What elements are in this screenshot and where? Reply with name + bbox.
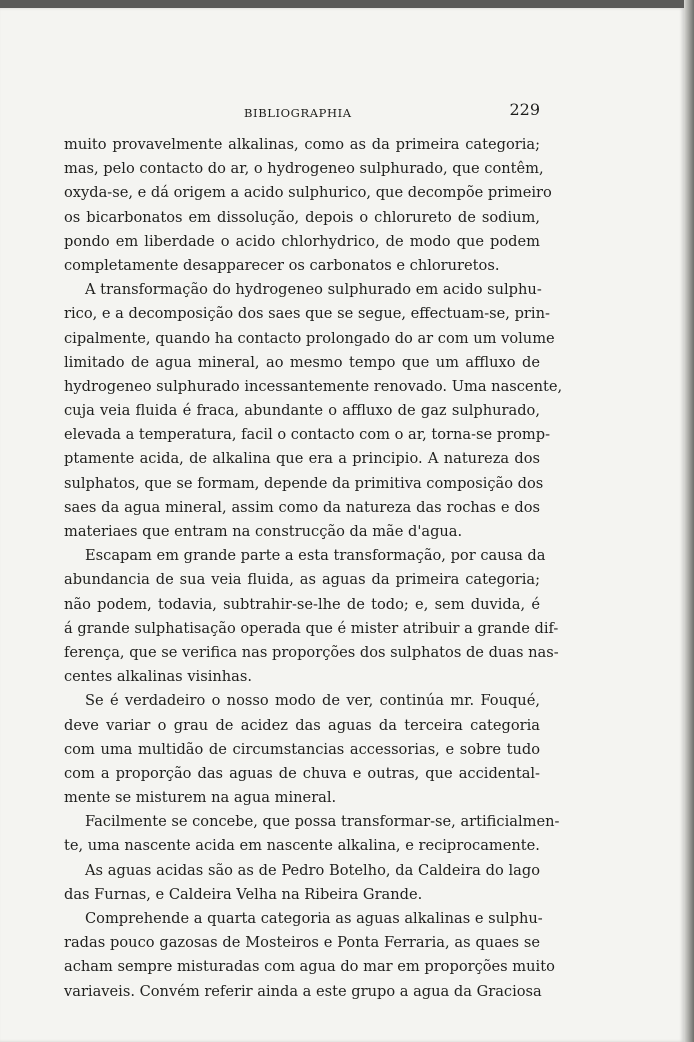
text-line: deve variar o grau de acidez das aguas da terceira categoria xyxy=(64,716,540,734)
text-line: rico, e a decomposição dos saes que se segue, effectuam-se, prin- xyxy=(64,305,550,323)
page-header xyxy=(64,100,540,124)
text-line: completamente desapparecer os carbonatos e chloruretos. xyxy=(64,256,500,274)
scan-top-border xyxy=(0,0,694,8)
text-line: os bicarbonatos em dissolução, depois o chlorureto de sodium, xyxy=(64,208,540,226)
text-line: cipalmente, quando ha contacto prolongado do ar com um volume xyxy=(64,329,555,347)
text-line: muito provavelmente alkalinas, como as da primeira categoria; xyxy=(64,136,540,153)
text-line: não podem, todavia, subtrahir-se-lhe de todo; e, sem duvida, é xyxy=(64,595,540,613)
text-line: Facilmente se concebe, que possa transformar-se, artificialmen- xyxy=(85,813,560,831)
text-line: te, uma nascente acida em nascente alkalina, e reciprocamente. xyxy=(64,837,540,855)
text-line: das Furnas, e Caldeira Velha na Ribeira Grande. xyxy=(64,885,423,903)
text-line: hydrogeneo sulphurado incessantemente renovado. Uma nascente, xyxy=(64,377,563,395)
text-line: oxyda-se, e dá origem a acido sulphurico, que decompõe primeiro xyxy=(64,184,552,202)
text-line: mente se misturem na agua mineral. xyxy=(64,789,337,807)
text-line: pondo em liberdade o acido chlorhydrico, de modo que podem xyxy=(64,232,540,250)
text-line: cuja veia fluida é fraca, abundante o affluxo de gaz sulphurado, xyxy=(64,402,540,420)
text-line: saes da agua mineral, assim como da natureza das rochas e dos xyxy=(64,498,540,516)
book-page xyxy=(0,8,684,1042)
text-line: mas, pelo contacto do ar, o hydrogeneo sulphurado, que contêm, xyxy=(64,160,544,178)
text-line: centes alkalinas visinhas. xyxy=(64,668,253,686)
text-line: ptamente acida, de alkalina que era a principio. A natureza dos xyxy=(64,450,540,468)
text-line: materiaes que entram na construcção da mãe d'agua. xyxy=(64,523,463,540)
page-number: 229 xyxy=(509,100,540,119)
body-text xyxy=(64,133,563,1004)
text-line: com uma multidão de circumstancias accessorias, e sobre tudo xyxy=(64,740,540,758)
running-head: BIBLIOGRAPHIA xyxy=(244,106,352,120)
text-line: A transformação do hydrogeneo sulphurado em acido sulphu- xyxy=(85,281,542,299)
text-line: Escapam em grande parte a esta transformação, por causa da xyxy=(85,547,546,565)
text-line: sulphatos, que se formam, depende da primitiva composição dos xyxy=(64,474,544,492)
text-line: acham sempre misturadas com agua do mar em proporções muito xyxy=(64,958,555,976)
text-line: Se é verdadeiro o nosso modo de ver, continúa mr. Fouqué, xyxy=(85,692,540,710)
text-line: variaveis. Convém referir ainda a este grupo a agua da Graciosa xyxy=(64,982,542,1000)
scan-right-edge xyxy=(684,0,694,1042)
text-line: Comprehende a quarta categoria as aguas alkalinas e sulphu- xyxy=(85,910,543,927)
text-line: As aguas acidas são as de Pedro Botelho, da Caldeira do lago xyxy=(85,861,540,879)
text-line: com a proporção das aguas de chuva e outras, que accidental- xyxy=(64,764,540,782)
text-line: radas pouco gazosas de Mosteiros e Ponta Ferraria, as quaes se xyxy=(64,934,540,952)
text-line: limitado de agua mineral, ao mesmo tempo que um affluxo de xyxy=(64,353,540,371)
text-line: ferença, que se verifica nas proporções dos sulphatos de duas nas- xyxy=(64,643,559,661)
text-line: abundancia de sua veia fluida, as aguas da primeira categoria; xyxy=(64,571,540,589)
text-line: elevada a temperatura, facil o contacto com o ar, torna-se promp- xyxy=(64,426,551,444)
text-line: á grande sulphatisação operada que é mister atribuir a grande dif- xyxy=(64,619,559,637)
